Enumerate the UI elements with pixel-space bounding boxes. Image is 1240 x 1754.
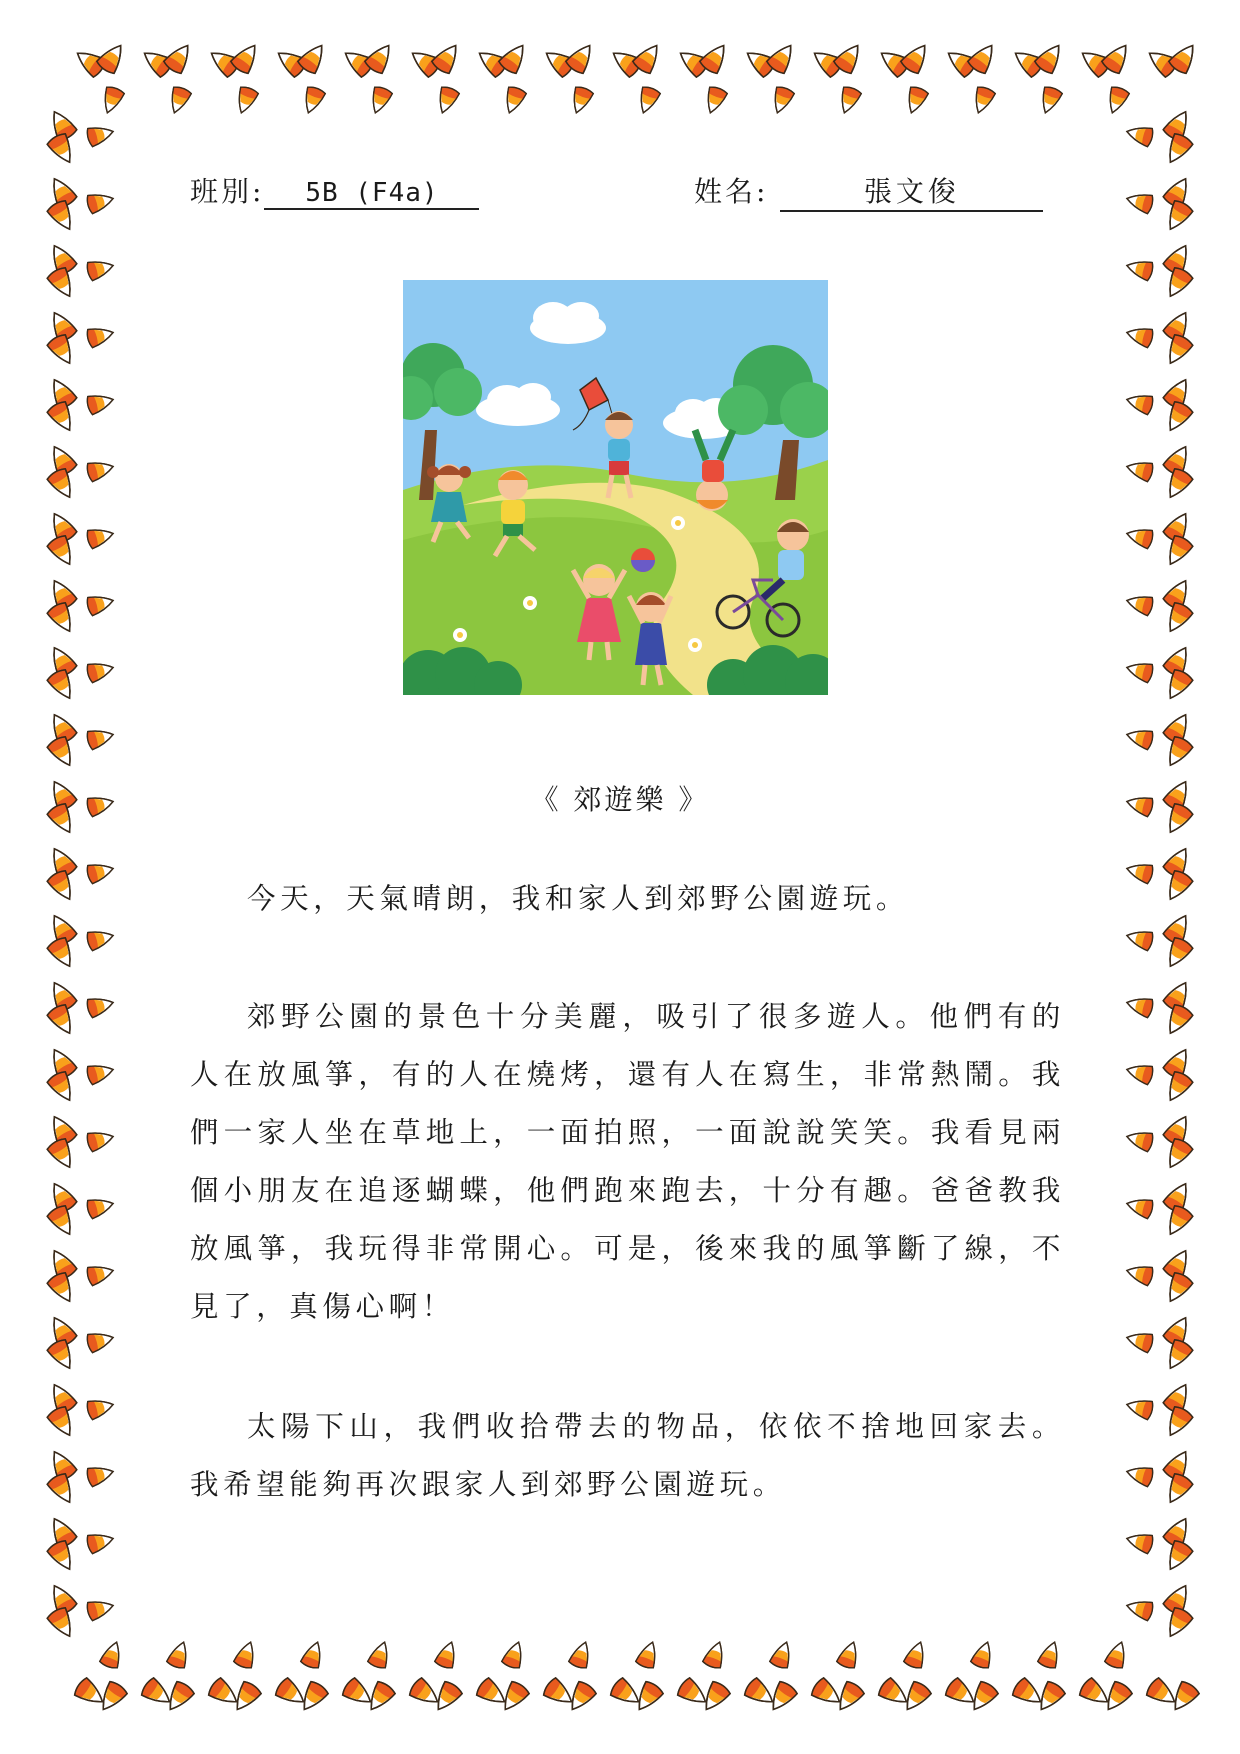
candy-corn-icon (1161, 1338, 1194, 1374)
candy-corn-icon (86, 390, 116, 415)
candy-corn-icon (1161, 1606, 1194, 1642)
candy-corn-icon (86, 1395, 116, 1420)
candy-corn-icon (233, 85, 259, 116)
candy-corn-icon (1161, 936, 1194, 972)
candy-corn-icon (434, 1639, 460, 1670)
candy-corn-icon (1124, 658, 1154, 683)
essay-paragraph: 太陽下山，我們收拾帶去的物品，依依不捨地回家去。我希望能夠再次跟家人到郊野公園遊玩。 (190, 1410, 1065, 1501)
candy-corn-icon (46, 1271, 79, 1307)
candy-corn-icon (86, 926, 116, 951)
candy-corn-icon (501, 85, 527, 116)
candy-corn-icon (46, 936, 79, 972)
candy-corn-icon (1161, 668, 1194, 704)
ball-icon (631, 548, 655, 572)
candy-corn-icon (86, 1596, 116, 1621)
candy-corn-icon (769, 85, 795, 116)
candy-corn-icon (86, 1261, 116, 1286)
candy-corn-icon (1124, 122, 1154, 147)
candy-corn-icon (86, 1462, 116, 1487)
candy-corn-icon (1161, 400, 1194, 436)
candy-corn-icon (1037, 1639, 1063, 1670)
essay-paragraph: 郊野公園的景色十分美麗，吸引了很多遊人。他們有的人在放風箏，有的人在燒烤，還有人在寫生，非常熱鬧。我們一家人坐在草地上，一面拍照，一面說說笑笑。我看見兩個小朋友在追逐蝴蝶，他們跑來跑去，十分有趣。爸爸教我放風箏，我玩得非常開心。可是，後來我的風箏斷了線，不見了，真傷心啊！ (190, 1000, 1065, 1323)
candy-corn-icon (1124, 256, 1154, 281)
candy-corn-icon (46, 266, 79, 302)
candy-corn-icon (46, 333, 79, 369)
candy-corn-icon (46, 534, 79, 570)
candy-corn-icon (46, 601, 79, 637)
candy-corn-icon (1161, 1003, 1194, 1039)
candy-corn-icon (46, 668, 79, 704)
candy-corn-icon (367, 85, 393, 116)
candy-corn-icon (300, 1639, 326, 1670)
candy-corn-icon (86, 1127, 116, 1152)
candy-corn-icon (1124, 1127, 1154, 1152)
candy-corn-icon (1124, 323, 1154, 348)
candy-corn-icon (300, 85, 326, 116)
candy-corn-icon (46, 1204, 79, 1240)
candy-corn-icon (702, 1639, 728, 1670)
candy-corn-icon (46, 1137, 79, 1173)
candy-corn-icon (1161, 1472, 1194, 1508)
candy-corn-icon (46, 869, 79, 905)
candy-corn-icon (86, 457, 116, 482)
candy-corn-icon (1124, 725, 1154, 750)
candy-corn-icon (1124, 1328, 1154, 1353)
candy-corn-icon (46, 1070, 79, 1106)
candy-corn-icon (1124, 524, 1154, 549)
candy-corn-icon (86, 725, 116, 750)
candy-corn-icon (46, 1539, 79, 1575)
candy-corn-icon (501, 1639, 527, 1670)
candy-corn-icon (46, 199, 79, 235)
candy-corn-icon (86, 323, 116, 348)
candy-corn-icon (1161, 1070, 1194, 1106)
candy-corn-icon (635, 85, 661, 116)
class-label: 班別: (190, 175, 265, 208)
candy-corn-icon (1161, 1204, 1194, 1240)
candy-corn-icon (1161, 1405, 1194, 1441)
candy-corn-icon (86, 1328, 116, 1353)
candy-corn-icon (86, 122, 116, 147)
class-field (190, 170, 479, 210)
candy-corn-icon (1124, 1194, 1154, 1219)
candy-corn-icon (769, 1639, 795, 1670)
candy-corn-icon (46, 1003, 79, 1039)
candy-corn-icon (46, 132, 79, 168)
candy-corn-icon (836, 1639, 862, 1670)
candy-corn-icon (1124, 1261, 1154, 1286)
candy-corn-icon (1124, 1462, 1154, 1487)
candy-corn-icon (568, 1639, 594, 1670)
candy-corn-icon (568, 85, 594, 116)
candy-corn-icon (1161, 869, 1194, 905)
candy-corn-icon (1124, 859, 1154, 884)
candy-corn-icon (434, 85, 460, 116)
candy-corn-icon (1104, 85, 1130, 116)
candy-corn-icon (367, 1639, 393, 1670)
candy-corn-icon (86, 591, 116, 616)
candy-corn-icon (86, 993, 116, 1018)
candy-corn-icon (1124, 390, 1154, 415)
candy-corn-icon (635, 1639, 661, 1670)
candy-corn-icon (1124, 457, 1154, 482)
candy-corn-icon (1124, 1060, 1154, 1085)
candy-corn-icon (1161, 1271, 1194, 1307)
candy-corn-icon (99, 1639, 125, 1670)
candy-corn-icon (1124, 591, 1154, 616)
candy-corn-icon (99, 85, 125, 116)
candy-corn-icon (1124, 1596, 1154, 1621)
candy-corn-icon (836, 85, 862, 116)
candy-corn-icon (970, 85, 996, 116)
candy-corn-icon (46, 1472, 79, 1508)
candy-corn-icon (1104, 1639, 1130, 1670)
candy-corn-icon (46, 467, 79, 503)
candy-corn-icon (1124, 189, 1154, 214)
candy-corn-icon (46, 735, 79, 771)
candy-corn-icon (1124, 993, 1154, 1018)
name-label: 姓名: (694, 175, 769, 208)
essay-title: 《 郊遊樂 》 (530, 783, 710, 816)
candy-corn-icon (46, 1606, 79, 1642)
candy-corn-icon (86, 256, 116, 281)
name-value: 張文俊 (780, 170, 1043, 212)
name-field (694, 170, 1043, 212)
candy-corn-icon (86, 524, 116, 549)
candy-corn-icon (1124, 926, 1154, 951)
cloud-icon (530, 302, 606, 344)
candy-corn-icon (903, 1639, 929, 1670)
candy-corn-icon (1161, 199, 1194, 235)
candy-corn-icon (1124, 1529, 1154, 1554)
candy-corn-icon (46, 1405, 79, 1441)
candy-corn-icon (86, 859, 116, 884)
candy-corn-icon (1161, 266, 1194, 302)
candy-corn-icon (86, 1194, 116, 1219)
candy-corn-icon (1161, 534, 1194, 570)
candy-corn-icon (86, 1060, 116, 1085)
candy-corn-icon (1161, 1137, 1194, 1173)
candy-corn-icon (1161, 1539, 1194, 1575)
candy-corn-icon (1161, 132, 1194, 168)
candy-corn-icon (1161, 333, 1194, 369)
candy-corn-icon (1161, 467, 1194, 503)
children-playing-in-park-illustration (403, 280, 828, 695)
candy-corn-icon (86, 189, 116, 214)
candy-corn-icon (166, 85, 192, 116)
candy-corn-icon (166, 1639, 192, 1670)
candy-corn-icon (1124, 1395, 1154, 1420)
candy-corn-icon (86, 658, 116, 683)
candy-corn-icon (702, 85, 728, 116)
candy-corn-icon (970, 1639, 996, 1670)
candy-corn-icon (46, 1338, 79, 1374)
essay-paragraph: 今天，天氣晴朗，我和家人到郊野公園遊玩。 (247, 882, 910, 915)
candy-corn-icon (1037, 85, 1063, 116)
candy-corn-icon (1161, 735, 1194, 771)
class-value: 5B (F4a) (264, 178, 479, 210)
candy-corn-icon (903, 85, 929, 116)
candy-corn-icon (46, 400, 79, 436)
candy-corn-icon (1161, 601, 1194, 637)
candy-corn-icon (233, 1639, 259, 1670)
candy-corn-icon (86, 1529, 116, 1554)
